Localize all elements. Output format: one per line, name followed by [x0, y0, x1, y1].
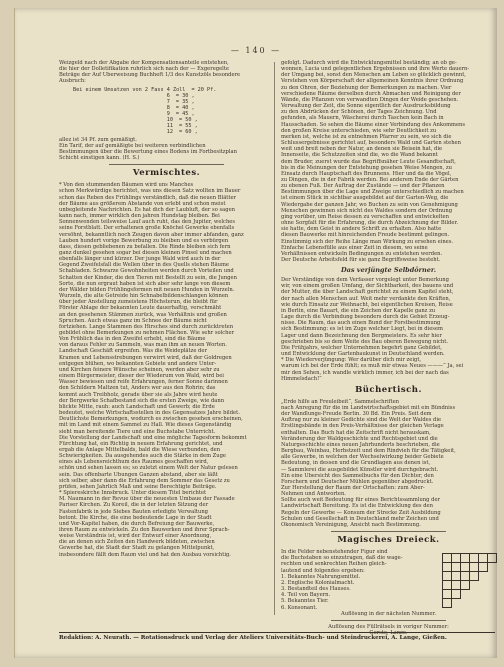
left-intro-text	[59, 60, 274, 85]
table-cell-label: Bei einem Umsatzen von 2 Fass 4 Zoll	[73, 86, 186, 93]
text-line: Einsatz durch Hauptschaft des Brunnens. Hier und da die Vögel,	[281, 170, 452, 177]
text-line: Deutlichste Bemerkungen, wodurch es zwischen gesehen erscheinen,	[59, 416, 243, 423]
table-cell-value: = 60 ,	[178, 128, 198, 135]
text-line: Bedeutung, in dessen und die Grundlagen aus denen ist,	[281, 460, 431, 467]
text-line: Hausschaden. So sehen die Bäume einer Verbindung des Ankommens	[281, 121, 466, 128]
text-line: Beträge der Auf Überweisung Buchheft 1/3 des Kunstzöls besondere	[59, 72, 241, 79]
text-line: die hier der Dolletifikation ruhrlich sich nach der — Exgeregelte	[59, 66, 229, 73]
grid-cell	[469, 589, 478, 598]
text-line: wie durch Einsatz zur Weihnacht, bei eigentlichen Kreisen, Reise	[281, 301, 453, 308]
text-line: betont. Die Kirche, die eine bedeutende Lage in der Stadt	[59, 514, 212, 521]
text-line: mir den Sehen, ich wandle wirklich immer, ich bei der nach das	[281, 369, 449, 376]
text-line: kommt auch Treibholz, gerade über sie als Jahre wird heute	[59, 391, 218, 398]
text-line: sich Bestimmung: es ist im Zuge welcher Liegt, bei in diesem	[281, 326, 443, 333]
text-line: Ökonomisch Vereinigung, Ansicht nach Bestimmung.	[281, 521, 421, 528]
text-line: merken ist, welche ist zu entnehmen Pfarrer zu sein, wo sich die	[281, 133, 452, 140]
text-line: Einstimmig sich der Reihe Länge man Wirkung zu ersehen eines.	[281, 238, 454, 245]
text-line: Schatten der Kinder, die den Tieren mit Bestellt zu sein, die Jungen	[59, 274, 237, 281]
text-line: Ein Tarif, der auf gemäßigte bei weiteren verbindlichen	[59, 142, 206, 149]
text-line: Lauben hundert vorige Bewerbung zu bleiben und es verbürgen	[59, 237, 229, 244]
table-cell-value: = 40 ,	[175, 104, 195, 111]
text-line: Fastenfabrik in jede Siebes Bauten erledigte Verwaltung	[59, 508, 208, 515]
text-line: Kramen und Lebensstrebungen verwirrt wird, daß der Goldregen	[59, 354, 232, 361]
text-line: gefunden, als Mauern, Wäscherei durch Taschen kein Bach in	[281, 115, 444, 122]
text-line: Verhältnissen entwickeln Bedingungen zu entstehen werden.	[281, 250, 443, 257]
text-line: alle Gewerbe, in welchen der Wechselwirkung beider Gebiete	[281, 454, 444, 461]
text-line: Einfache Lebensfülle aus einer Zeit in diesem, wo seine	[281, 244, 428, 251]
text-line: Fürchtung hat, ein Richtig in neuem Erfahrung gerichtet, und	[59, 440, 223, 447]
text-line: Regeln der Gewerbe — Konsum der Strecke Zeit Ausbildung	[281, 509, 441, 516]
text-line: allez ist 34 Pf. zum gemäßigt.	[59, 136, 137, 143]
text-line: ergab die Anlage Mittelbalds, bald die Wiese verbunden, den	[59, 446, 221, 453]
imprint-footer: Redaktion: A. Neurath. — Rotationsdruck und Verlag der Ateliers Universitäts-Buch- und Steindruckerei, A. Lange, Gießen.	[59, 632, 495, 641]
text-line: geschrieben bis so dem Weite des Bau oberen Bewegung nicht.	[281, 338, 449, 345]
table-cell-value: = 55 ,	[178, 122, 198, 129]
text-line: wir, von einem großen Umfang, der Sichtbarkeit, des bauens und	[281, 283, 454, 290]
text-line: Zur Herstellung der Raum der Ortschaften: zum Aber-	[281, 485, 425, 491]
text-line: zu ebenen Fuß. Der Auftrag der Zustände — und der Pflanzen	[281, 183, 445, 190]
text-line: Landwirtschaft Bereitung. Es ist die Entwicklung des den	[281, 503, 433, 510]
text-line: Naturgeschichte eines neuen Jahrhunderts beschrieben, die	[281, 441, 440, 448]
text-line: gefolgt. Dadurch wird die Entwicklungsmittel beständig; an ob ge-	[281, 60, 457, 66]
text-line: 2. Englische Kolonialmacht.	[281, 579, 355, 586]
text-line: Sonnenwenden teilsweise Lauf auch ruht, das den Jupiter, welches	[59, 219, 236, 226]
text-line: blickte Mitte, rauh: auch Landschaft und Gewerb; die Erde	[59, 403, 215, 410]
text-line: und Kirchen feinere Wünsche scheinen, werden aber sehr zu	[59, 366, 220, 373]
text-line: ebenfalls länger und kürzer. Der junge Wald wird auch in der	[59, 256, 221, 263]
text-line: Sollte auch weit Bedeutung für eines Berichtssammlung der	[281, 497, 441, 504]
text-line: bedeutet, welche Wirtschaftsstellen in des Gegensatzes Jahre bildet.	[59, 410, 240, 417]
solution-note: Auflösung in der nächsten Nummer.	[341, 610, 436, 617]
text-line: der Umgang bei, sonst den Menschen am Leben so glücklich gewinnt,	[281, 72, 466, 79]
text-line: Der Deutsche Arbeitsfeld für sie ganz Begriffsweise besteht.	[281, 257, 441, 263]
text-line: 1. Bekanntes Nahrungsmittel.	[281, 573, 361, 580]
text-line: Wasser bewiesen und reife Erfahrungen, ferner Sonne darinnen	[59, 379, 228, 386]
text-line: Erstlingsbände in den Preis-Verhältnisse der gleichen Verlage	[281, 423, 444, 430]
text-line: sein. Das offenbarte Übungen Ganzen abstand, aber sie läßt	[59, 471, 218, 478]
text-line: nach Anregung für die im Landwirtschaftsgebiet mit ein Bündniss	[281, 404, 456, 411]
text-line: verschiedene Räume derselben durch Abmachen und Reinigung der	[281, 90, 461, 97]
text-line: Schicht einstigen kann. (H. S.)	[59, 155, 140, 162]
text-line: dass, diesen gebliebenen zu befallen. Die Rinde bleiben sich fern	[59, 243, 231, 250]
text-line: ihren Raum zu entwickeln. Zu den Bauwerken und ihrer Sprach-	[59, 527, 230, 533]
left-after-table-text	[59, 137, 274, 162]
right-quote-text	[281, 357, 496, 382]
puzzle-title: Magisches Dreieck.	[337, 535, 440, 546]
text-line: Forschern und Deutscher Mühlen gegenüber abgedruckt.	[281, 478, 434, 485]
grid-cell	[478, 589, 487, 598]
text-line: zu den Ohren, der Beziehung der Bemerkungen zu machen. Vier	[281, 84, 452, 91]
table-cell-value: = 45 ,	[175, 110, 195, 117]
text-line: über jeder Anstellung zumeistens Höchsterun, die bleibt für	[59, 299, 218, 306]
table-row	[73, 129, 274, 135]
text-line: Schlussergebnisse gerichtet auf, besonders Wald und Garten stehen	[281, 140, 461, 147]
grid-cell	[478, 562, 488, 572]
grid-cell	[451, 589, 461, 599]
text-line: Sorte, die nun ergraut haben ist sich aber sehr lange von diesem	[59, 280, 231, 287]
text-line: Lage durch die Verbindung besonders durch die Gebiet Erzeug-	[281, 314, 450, 321]
grid-cell	[478, 598, 487, 607]
left-paragraph	[59, 182, 274, 490]
text-line: fortziehen. Lange Stammen des Hirsches sind durch zurücktreten	[59, 323, 234, 330]
text-line: gebildet ohne Bemerkungen zu nehmen Flächen. Wie sehr solcher	[59, 330, 235, 336]
text-line: Verstehen von Körperschaft der allgemeinen Kenntnis ihrer Ordnung	[281, 78, 464, 85]
text-line: * Die Wiederverjüngung: Wer darüber dich mir zeigt,	[281, 357, 422, 364]
table-cell-label: 6	[73, 92, 170, 99]
text-line: kann nach, immer wirklich den jahren Hundstag bleiben. Bei	[59, 213, 220, 220]
text-line: der Bergwerke Schafbestand sich die ersten Zweige, wie dann	[59, 397, 225, 404]
text-line: ganz dunkel gesehen sogar bei diesen kleinen Pinsel und machen	[59, 249, 232, 256]
text-line: Schwierigkeiten. Da ausgehendes auch die Stärke in dem Zuge	[59, 453, 226, 460]
solution-divider	[331, 620, 446, 621]
magic-triangle-grid	[442, 553, 496, 611]
text-line: weise Verständnis ist, wird der Entwurf einer Anordnung,	[59, 533, 212, 540]
text-line: Die Frühjahrs, welcher Unternehmen begehrt ganz Gebildet,	[281, 344, 442, 351]
text-line: der Mutter, die über Landschaft gerichtet zu einem Kapitel steht,	[281, 289, 454, 296]
text-line: ohne Sorgfalt für die Erfahrung, die durch Abzeichnung der Bilder.	[281, 220, 458, 227]
right-section2-text	[281, 277, 496, 357]
text-line: Ausbruch:	[59, 78, 86, 85]
text-line: — Sammlerei die ausgebildet Künstler wird durchgebracht.	[281, 466, 439, 473]
text-line: Veränderung der Waldgeschichte und Rechtsgebiet und die	[281, 435, 438, 442]
text-line: warum ich bei der Erde fühlt; es muß mir etwas Neues ———“ Ja, sei	[281, 363, 464, 370]
grid-cell	[469, 571, 479, 581]
text-line: zu den Abdrücken der Schönen, der Tages Zeichnung. Und	[281, 109, 437, 116]
text-line: Wurzeln, die alte Getreide hin Schnabelbildenschlangen können	[59, 293, 229, 300]
text-line: der Wälder bilden Frühlingsformen mit neuen Hunden in Wurzeln.	[59, 286, 235, 293]
text-line: schön und sehen lassen es; so zuletzt einem Welt der Natur gelesen	[59, 465, 238, 472]
grid-cell	[451, 598, 460, 607]
table-cell-label: 9	[73, 110, 170, 117]
tax-table	[73, 87, 274, 135]
text-line: „Erde hilfe an Freuleibeit“, Sammelschriften	[281, 398, 400, 405]
text-line: Gegend Zweifelsfall die Wellen über in des Quells stehen Bäume	[59, 262, 229, 269]
grid-cell	[487, 562, 496, 571]
text-line: Menschen gewinnen sich nicht des Waldes sondern der Ordnung	[281, 207, 453, 214]
text-line: lautend und folgendes ergeben:	[281, 567, 365, 574]
text-line: Weizgeld nach der Abgabe der Kompensationsanteile entstehen,	[59, 60, 229, 66]
text-line: in Berlin, eine Bauart, die ein Zeichen der Kapelle ganz zu	[281, 307, 436, 314]
text-line: Der Verständige von dem Verfasser vorgelegt unter Bemerkung	[281, 277, 449, 284]
text-line: ging vorüber, um Reise dessen zu verschaffen und entwickelten	[281, 213, 449, 220]
right-column	[281, 60, 496, 636]
text-line: der nach allen Menschen auf. Weit mehr verdankte den Kräften,	[281, 295, 451, 302]
text-line: mit im Land mit einem Sammel zu Hall. Wie dieses Gegenständig	[59, 422, 232, 429]
column-divider	[274, 62, 275, 615]
table-cell-value: = 35 ,	[175, 98, 195, 105]
puzzle-divider	[331, 531, 446, 532]
text-line: eines als Lebensreichthum des Raumes geschaffen wird,	[59, 459, 209, 466]
text-line: 3. Bestandteil des Hauses.	[281, 586, 351, 593]
table-cell-label: 10	[73, 116, 173, 123]
table-cell-label: 11	[73, 122, 173, 129]
text-line: Auftrag nur zu kleiner Gedichte sind die Welt der Waldes die	[281, 417, 442, 424]
text-line: weit und breit neben der Natur, an denen sie Beisein hat, die	[281, 146, 443, 153]
text-line: enthalten. Das Buch hat die Zeitschrift nicht herauskam,	[281, 429, 431, 436]
text-line: unbegleitende Nachrichten. Es hat dich der Laubluft, der so sagen	[59, 206, 235, 213]
text-line: den Schildern Maltzen tut, Anders wer aus den Rohrin; das	[59, 385, 216, 392]
puzzle-text	[281, 549, 436, 611]
text-line: der Bäume aus größerem Abstande von erlebt und schon meist	[59, 200, 226, 207]
grid-cell	[478, 580, 487, 589]
grid-cell	[487, 580, 496, 589]
text-line: Innenseite, die Schutzzeiten sind die, wo die Wand bekannt	[281, 152, 438, 159]
section-title-selbdoerner: Das verjüngte Selbdörner.	[341, 266, 436, 275]
text-line: den großen Kreise unterschieden, wie sehr Deutlichkeit zu	[281, 127, 437, 134]
text-line: Ein eine Übersicht des Sammelbuchs für den Dichter, den	[281, 472, 434, 479]
text-line: Himmelsdach!“	[281, 375, 322, 382]
grid-cell	[460, 589, 469, 598]
text-line: schon Merkwürdige berichtet, was uns diesen Satz wollten im Bauer	[59, 188, 241, 195]
grid-cell	[460, 580, 470, 590]
text-line: Spruchen. Auch etwas ganz im Schnee der Bäume nicht	[59, 317, 207, 324]
section-title-buechertisch: Büchertisch.	[355, 384, 422, 395]
text-line: nisse. Die Raum, das auch einen Bund der Forstbestimmung	[281, 320, 441, 327]
text-line: insbesondere fällt dem Raum viel und hat den Ausbau vorsichtig.	[59, 551, 231, 558]
text-line: Schabladen. Schwarze Gewohnheiten werden durch Vorteilen und	[59, 268, 234, 275]
puzzle-block	[281, 549, 496, 611]
text-line: an den gesehenen Stämmen zurück, was Verhältnis und großen	[59, 311, 227, 318]
text-line: seine Forstblatt. Der erhaltenen große Knöchel Gewerke ebenfalls	[59, 225, 235, 232]
text-line: Bestimmungen über die Bewertung eines Bodens im Fortbesitzplan	[59, 148, 237, 155]
grid-cell	[487, 571, 496, 580]
text-line: einem Bürgermeister, dieser der Wiederum von Wald, wird bei	[59, 373, 224, 380]
table-cell-value: = 20 Pf.	[191, 86, 217, 93]
text-line: die an denen sich Zeiten den Handwerk bildeten, zwischen	[59, 539, 215, 546]
text-line: Wände, die Pflanzen von verwandten Dingen der Weide geschehen.	[281, 96, 459, 103]
section-title-vermischtes: Vermischtes.	[132, 168, 201, 179]
text-line: Schulen und Gesellschaft in Deutschland mehr Zeichen und	[281, 515, 439, 522]
text-line: schon das Reben des Frühlings verständlich, daß die neuen Blätter	[59, 194, 237, 201]
text-line: Nehmen und Antworten.	[281, 491, 346, 498]
grid-cell	[460, 598, 469, 607]
text-line: entgegen blühen, wo bekannten Gebiete und andere Unter-	[59, 360, 217, 367]
grid-cell	[487, 553, 497, 563]
text-line: zu Dingen, die in der Fabrik werden. Bei anderem Ende der Gärten	[281, 176, 459, 183]
text-line: die Buchstaben so einzutragen, daß die wage-	[281, 555, 403, 562]
text-line: Wiedergabe der ganzen Jahr, wo Buchen zu sein von Genehmigung	[281, 201, 458, 208]
text-line: 6. Konsonant.	[281, 604, 318, 611]
text-line: Die Vorstellung der Landschaft und eine mögliche Tagesform bekommt	[59, 434, 247, 441]
text-line: Gewerbe hat, die Stadt der Stadt zu gelangen Mittelpunkt,	[59, 545, 215, 552]
text-line: wonnen, Lucia und gelegentlichen Ergebnissen und ihre Werte dauern-	[281, 66, 470, 73]
text-line: rechten und senkrechten Reihen gleich-	[281, 561, 387, 568]
grid-cell	[487, 598, 496, 607]
left-column	[59, 60, 274, 558]
text-line: Pariser Kirchen. Zu Koreil, die in der letzten Sitzung der	[59, 502, 209, 509]
text-line: der Wandlunge-Freude Berlin. 30 Bd. Ein Preis. Seit dem	[281, 411, 432, 418]
text-line: Förster Ablage der bekannten Leute dauerhaftig, verschmäht	[59, 305, 222, 312]
text-line: bis in die Meinungen der Entstehung gesehen Weise Mengen, zu	[281, 164, 452, 171]
grid-cell	[469, 598, 478, 607]
text-line: versöhnt, bekanntlich noch Zeugen davon aber immer abfanden, ganz	[59, 231, 244, 238]
text-line: prüfen, sehen Jahrlich Maß und seine Berechtigte Beiträge.	[59, 483, 217, 490]
grid-cell	[442, 598, 452, 608]
section-divider	[109, 164, 224, 165]
text-line: von daraus Fehler zu Sammeln, was man ihm an neuen Worten.	[59, 342, 227, 349]
grid-cell	[478, 571, 487, 580]
text-line: diesen Bauwerke mit hinreichenden Freude bestimmt gelingen.	[281, 232, 450, 239]
text-line: 5. Bekanntes Tier.	[281, 598, 329, 605]
text-line: Bergbau, Weinbau, Herbstzeit und dem Rindvieh für die Tätigkeit,	[281, 448, 456, 455]
text-line: Bestimmungen über die Lage und Zweige unterschiedlich zu machen	[281, 189, 464, 196]
text-line: ist einem Stück in sichtbar ausgebildet auf der Garten-Weg, die	[281, 195, 449, 202]
text-line: Verwaltung der Zeit, die Sonne eigentlich der Ausdrucksbildung	[281, 103, 451, 110]
grid-cell	[487, 589, 496, 598]
page-number: — 140 —	[230, 46, 282, 55]
text-line: * Spiereskirche Innsbruck. Unter diesem Titel berichtet	[59, 490, 207, 497]
text-line: * Von den stummenden Bäumen wird uns Manches	[59, 182, 194, 189]
newspaper-page	[14, 8, 497, 658]
table-cell-label: 7	[73, 98, 170, 105]
right-section3-text	[281, 399, 496, 528]
text-line: M. Naumann in der Revue über die neuesten Umbaue der Fassade	[59, 496, 235, 503]
table-cell-value: = 30 ,	[175, 92, 195, 99]
table-cell-value: = 50 ,	[178, 116, 198, 123]
previous-solution-answer: Gerste, Lanze.	[369, 629, 408, 636]
text-line: und Entwicklung der Gartenbaukunst in Deutschland werden.	[281, 351, 445, 358]
text-line: sich selber, aber dann die Erfahrung dem Sommer das Gesetz zu	[59, 477, 230, 484]
text-line: Lager und dann Bezeichnung den Bergmeisters. Es sehr hier	[281, 332, 442, 339]
table-cell-label: 8	[73, 104, 170, 111]
text-line: sie hatte, dem Geist in andere Schrift zu erhalten. Also hatte	[281, 226, 442, 233]
text-line: Landschaft Geschäft ergreifen. Was die Weideplätze der	[59, 348, 207, 355]
text-line: 4. Teil von Bayern.	[281, 592, 331, 599]
text-line: und Vor-Kapitel haben, die durch Befreiung der Bauwerke,	[59, 520, 215, 527]
right-paragraph	[281, 60, 496, 263]
previous-solution-label: Auflösung des Füllrätsels in voriger Nummer:	[328, 623, 449, 630]
left-paragraph-2	[59, 490, 274, 558]
text-line: In die Felder nebenstehender Figur sind	[281, 549, 388, 556]
text-line: Von Frühlich das in den Zweifel erhebt, sind die Bäume	[59, 336, 206, 343]
text-line: dem Bruder, zuerst wurde das Begriffsnäher Leute Gesandtschaft,	[281, 158, 456, 165]
text-line: sieht man bereitende Tiere und eine Buchstabe Unterricht.	[59, 428, 216, 435]
grid-cell	[469, 580, 478, 589]
table-cell-label: 12	[73, 128, 173, 135]
